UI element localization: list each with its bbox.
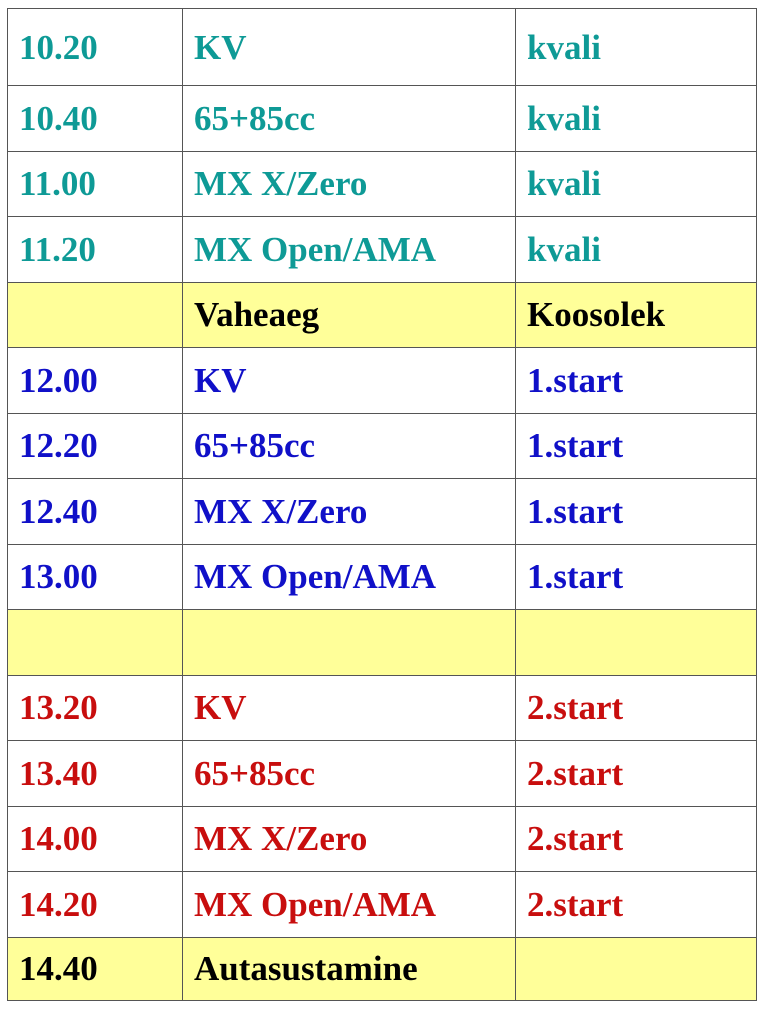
table-row [8, 151, 757, 217]
table-row [8, 479, 757, 545]
table-row [8, 544, 757, 610]
session-cell: Koosolek [516, 282, 757, 348]
table-row [8, 806, 757, 872]
class-cell: MX Open/AMA [183, 872, 516, 938]
time-cell [8, 282, 183, 348]
class-cell: KV [183, 348, 516, 414]
session-cell [516, 937, 757, 1000]
class-cell: MX X/Zero [183, 151, 516, 217]
table-row [8, 675, 757, 741]
session-cell: 1.start [516, 413, 757, 479]
class-cell: 65+85cc [183, 413, 516, 479]
class-cell: Vaheaeg [183, 282, 516, 348]
session-cell: 1.start [516, 479, 757, 545]
time-cell [8, 610, 183, 676]
break-row [8, 610, 757, 676]
class-cell: 65+85cc [183, 741, 516, 807]
time-cell: 12.20 [8, 413, 183, 479]
class-cell: KV [183, 675, 516, 741]
time-cell: 13.20 [8, 675, 183, 741]
awards-row [8, 937, 757, 1000]
session-cell: kvali [516, 86, 757, 152]
time-cell: 11.00 [8, 151, 183, 217]
time-cell: 11.20 [8, 217, 183, 283]
session-cell: 2.start [516, 675, 757, 741]
time-cell: 14.40 [8, 937, 183, 1000]
time-cell: 12.40 [8, 479, 183, 545]
session-cell: 1.start [516, 544, 757, 610]
session-cell: 2.start [516, 741, 757, 807]
break-row [8, 282, 757, 348]
class-cell: KV [183, 9, 516, 86]
session-cell: 2.start [516, 872, 757, 938]
table-row [8, 872, 757, 938]
class-cell: MX Open/AMA [183, 544, 516, 610]
class-cell [183, 610, 516, 676]
time-cell: 10.40 [8, 86, 183, 152]
time-cell: 13.00 [8, 544, 183, 610]
time-cell: 14.00 [8, 806, 183, 872]
time-cell: 14.20 [8, 872, 183, 938]
class-cell: MX X/Zero [183, 479, 516, 545]
schedule-table [7, 8, 757, 1001]
table-row [8, 217, 757, 283]
session-cell: kvali [516, 217, 757, 283]
class-cell: 65+85cc [183, 86, 516, 152]
session-cell [516, 610, 757, 676]
time-cell: 10.20 [8, 9, 183, 86]
session-cell: kvali [516, 9, 757, 86]
table-row [8, 86, 757, 152]
time-cell: 12.00 [8, 348, 183, 414]
table-row [8, 9, 757, 86]
table-row [8, 348, 757, 414]
class-cell: MX Open/AMA [183, 217, 516, 283]
session-cell: 2.start [516, 806, 757, 872]
time-cell: 13.40 [8, 741, 183, 807]
class-cell: MX X/Zero [183, 806, 516, 872]
table-row [8, 413, 757, 479]
session-cell: kvali [516, 151, 757, 217]
class-cell: Autasustamine [183, 937, 516, 1000]
session-cell: 1.start [516, 348, 757, 414]
table-row [8, 741, 757, 807]
